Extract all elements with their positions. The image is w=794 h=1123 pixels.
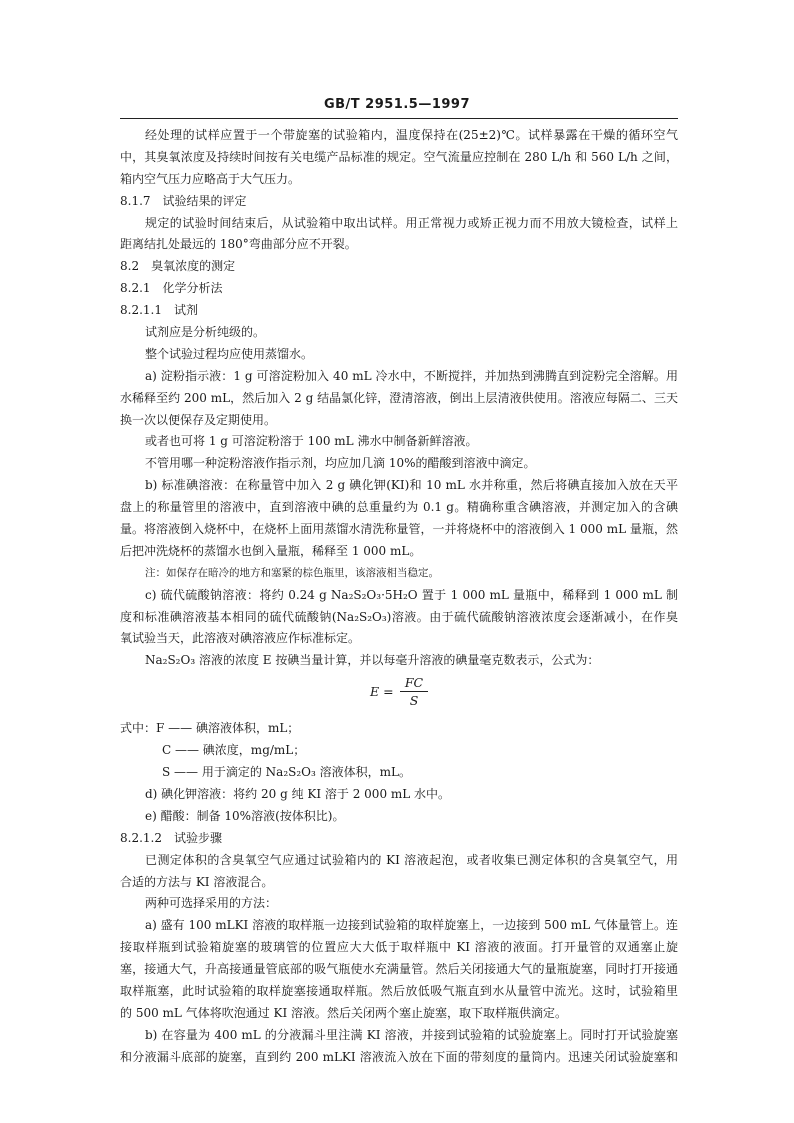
text-line: 注：如保存在暗冷的地方和塞紧的棕色瓶里，该溶液相当稳定。 (145, 566, 439, 579)
text-line: 距离结扎处最远的 180°弯曲部分应不开裂。 (120, 237, 357, 252)
text-line: 8.2.1.2 试验步骤 (120, 830, 222, 845)
text-line: 8.2.1 化学分析法 (120, 281, 223, 296)
text-line: 合适的方法与 KI 溶液混合。 (120, 874, 274, 889)
text-line: 已测定体积的含臭氧空气应通过试验箱内的 KI 溶液起泡，或者收集已测定体积的含臭氧空气，用 (145, 852, 678, 867)
text-line: 接取样瓶到试验箱旋塞的玻璃管的位置应大大低于取样瓶中 KI 溶液的液面。打开量管的双通塞止旋 (120, 940, 678, 955)
text-line: 的 500 mL 气体将吹泡通过 KI 溶液。然后关闭两个塞止旋塞，取下取样瓶供滴定。 (120, 1005, 568, 1020)
page-header-standard-number: GB/T 2951.5—1997 (323, 97, 471, 112)
text-line: d) 碘化钾溶液：将约 20 g 纯 KI 溶于 2 000 mL 水中。 (145, 786, 451, 801)
text-line: 8.2.1.1 试剂 (120, 303, 198, 318)
header-rule (120, 118, 678, 119)
text-line: 或者也可将 1 g 可溶淀粉溶于 100 mL 沸水中制备新鲜溶液。 (145, 434, 478, 449)
text-line: 箱内空气压力应略高于大气压力。 (120, 171, 301, 186)
text-line: 换一次以便保存及定期使用。 (120, 412, 277, 427)
text-line: 后把冲洗烧杯的蒸馏水也倒入量瓶，稀释至 1 000 mL。 (120, 543, 422, 558)
text-line: 取样瓶塞，此时试验箱的取样旋塞接通取样瓶。然后放低吸气瓶直到水从量管中流光。这时，试验箱里 (120, 983, 678, 998)
formula-E (120, 672, 678, 718)
text-line: 氧试验当天，此溶液对碘溶液应作标准标定。 (120, 631, 361, 646)
formula-denominator: S (409, 693, 419, 709)
text-line: 8.2 臭氧浓度的测定 (120, 259, 236, 274)
text-line: 盘上的称量管里的溶液中，直到溶液中碘的总重量约为 0.1 g。精确称重含碘溶液，并测定加入的含碘 (120, 500, 678, 515)
text-line: 整个试验过程均应使用蒸馏水。 (145, 346, 314, 361)
formula-lhs: E = (370, 684, 394, 700)
text-line: 和分液漏斗底部的旋塞，直到约 200 mLKI 溶液流入放在下面的带刻度的量筒内。迅速关闭试验旋塞和 (120, 1049, 678, 1064)
text-line: 经处理的试样应置于一个带旋塞的试验箱内，温度保持在(25±2)℃。试样暴露在干燥的循环空气 (145, 128, 678, 142)
text-line: b) 在容量为 400 mL 的分液漏斗里注满 KI 溶液，并接到试验箱的试验旋塞上。同时打开试验旋塞 (145, 1027, 678, 1042)
text-line: Na₂S₂O₃ 溶液的浓度 E 按碘当量计算，并以每毫升溶液的碘量毫克数表示，公式为： (145, 653, 600, 668)
text-line: c) 硫代硫酸钠溶液：将约 0.24 g Na₂S₂O₃·5H₂O 置于 1 000 mL 量瓶中，稀释到 1 000 mL 制 (145, 587, 678, 602)
formula-numerator: FC (400, 675, 428, 692)
text-line: b) 标准碘溶液：在称量管中加入 2 g 碘化钾(KI)和 10 mL 水并称重，然后将碘直接加入放在天平 (145, 478, 678, 493)
text-line: 8.1.7 试验结果的评定 (120, 193, 247, 208)
text-line: 水稀释至约 200 mL，然后加入 2 g 结晶氯化锌，澄清溶液，倒出上层清液供使用。溶液应每隔二、三天 (120, 390, 678, 405)
text-line: 中，其臭氧浓度及持续时间按有关电缆产品标准的规定。空气流量应控制在 280 L/h 和 560 L/h 之间， (120, 149, 678, 164)
text-line: e) 醋酸：制备 10%溶液(按体积比)。 (145, 808, 345, 823)
text-line: C —— 碘浓度，mg/mL； (162, 743, 306, 758)
document-body (120, 125, 678, 1069)
text-line: 塞，接通大气，升高接通量管底部的吸气瓶使水充满量管。然后关闭接通大气的量瓶旋塞，同时打开接通 (120, 962, 678, 977)
text-line: 度和标准碘溶液基本相同的硫代硫酸钠(Na₂S₂O₃)溶液。由于硫代硫酸钠溶液浓度会逐渐减小，在作臭 (120, 609, 678, 624)
text-block-upper (120, 125, 678, 672)
text-line: 式中：F —— 碘溶液体积，mL； (120, 721, 300, 736)
text-line: 规定的试验时间结束后，从试验箱中取出试样。用正常视力或矫正视力而不用放大镜检查，试样上 (145, 215, 678, 230)
text-line: S —— 用于滴定的 Na₂S₂O₃ 溶液体积，mL。 (162, 765, 411, 780)
text-line: 两种可选择采用的方法： (145, 896, 278, 911)
text-line: 量。将溶液倒入烧杯中，在烧杯上面用蒸馏水清洗称量管，一并将烧杯中的溶液倒入 1 000 mL 量瓶，然 (120, 522, 678, 537)
formula-fraction (400, 675, 428, 709)
text-line: a) 盛有 100 mLKI 溶液的取样瓶一边接到试验箱的取样旋塞上，一边接到 500 mL 气体量管上。连 (145, 918, 678, 933)
text-block-lower (120, 718, 678, 1068)
text-line: 不管用哪一种淀粉溶液作指示剂，均应加几滴 10%的醋酸到溶液中滴定。 (145, 456, 536, 471)
text-line: 试剂应是分析纯级的。 (145, 325, 266, 340)
text-line: a) 淀粉指示液：1 g 可溶淀粉加入 40 mL 冷水中，不断搅拌，并加热到沸腾直到淀粉完全溶解。用 (145, 368, 678, 383)
